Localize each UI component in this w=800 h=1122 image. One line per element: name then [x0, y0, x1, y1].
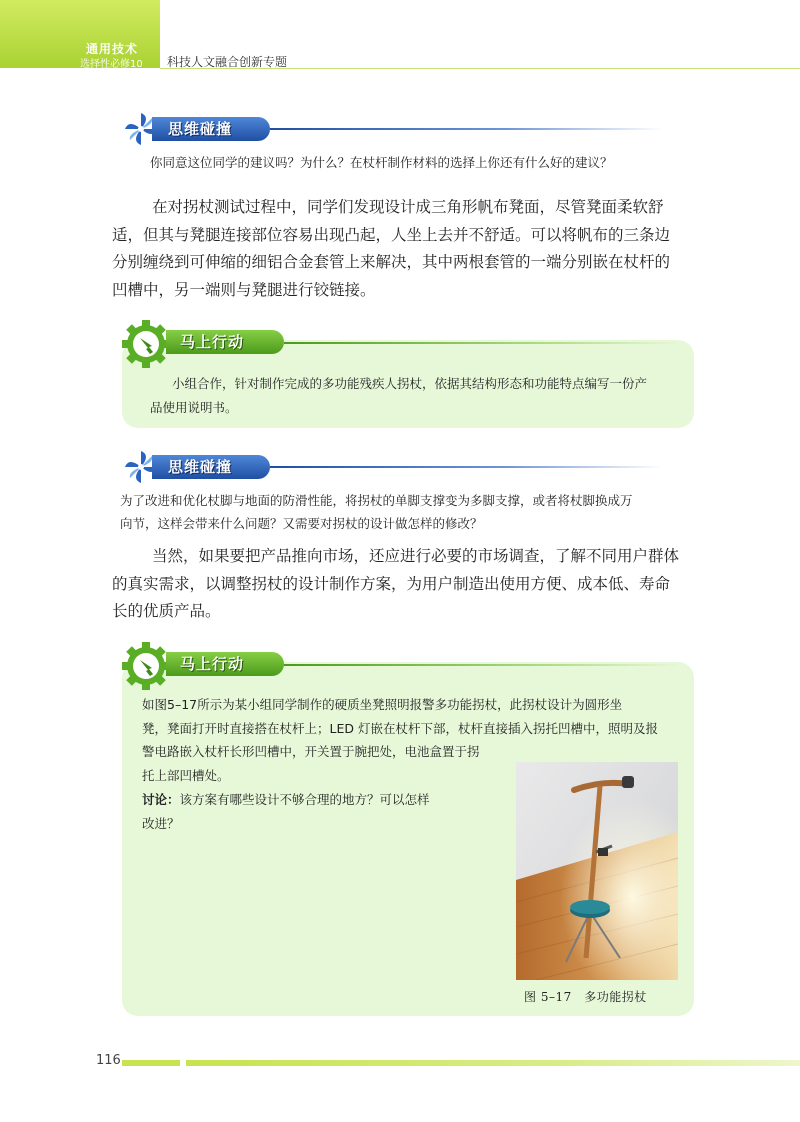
think-line-2: [270, 466, 664, 468]
discussion-block: [142, 788, 502, 835]
text-line: 适，但其与凳腿连接部位容易出现凸起，人坐上去并不舒适。可以将帆布的三条边: [112, 225, 671, 244]
book-title: 通用技术: [86, 42, 139, 56]
text-line: 为了改进和优化杖脚与地面的防滑性能，将拐杖的单脚支撑变为多脚支撑，或者将杖脚换成万: [120, 493, 633, 508]
gear-hand-icon: [120, 318, 172, 370]
text-line: 分别缠绕到可伸缩的细铝合金套管上来解决，其中两根套管的一端分别嵌在杖杆的: [112, 253, 671, 271]
think-banner-2: [124, 450, 664, 484]
think-tag-1: 思维碰撞: [152, 117, 270, 141]
book-subtitle: 选择性必修10: [80, 59, 143, 70]
text-line: 长的优质产品。: [112, 602, 221, 620]
action-tag-2: 马上行动: [166, 652, 284, 676]
text-line: 凹槽中，另一端则与凳腿进行铰链接。: [112, 280, 376, 299]
text-line: 小组合作，针对制作完成的多功能残疾人拐杖，依据其结构形态和功能特点编写一份产: [172, 376, 648, 391]
think-question-1: 你同意这位同学的建议吗？为什么？在杖杆制作材料的选择上你还有什么好的建议？: [150, 155, 613, 170]
action-text-1: [150, 372, 680, 419]
text-line: 向节，这样会带来什么问题？又需要对拐杖的设计做怎样的修改？: [120, 516, 483, 531]
page-number: 116: [96, 1053, 121, 1068]
text-line: 品使用说明书。: [150, 399, 238, 415]
text-line: 改进？: [142, 815, 180, 831]
think-line-1: [270, 128, 664, 130]
discussion-line: [142, 788, 502, 812]
header-rule: [160, 68, 800, 69]
think-banner-1: [124, 112, 664, 146]
crutch-photo: [516, 762, 678, 980]
figure-caption: 图 5–17 多功能拐杖: [524, 990, 647, 1004]
text-line: 如图5–17所示为某小组同学制作的硬质坐凳照明报警多功能拐杖，此拐杖设计为圆形坐: [142, 697, 623, 712]
text-line: 警电路嵌入杖杆长形凹槽中，开关置于腕把处，电池盒置于拐: [142, 744, 480, 759]
chapter-topic: 科技人文融合创新专题: [167, 55, 288, 69]
discussion-text: 该方案有哪些设计不够合理的地方？可以怎样: [179, 792, 430, 807]
text-line: 凳，凳面打开时直接搭在杖杆上；LED 灯嵌在杖杆下部，杖杆直接插入拐托凹槽中，照明及报: [142, 720, 658, 736]
body-paragraph-2: [112, 543, 692, 626]
text-line: 托上部凹槽处。: [142, 767, 230, 783]
text-line: 的真实需求，以调整拐杖的设计制作方案，为用户制造出使用方便、成本低、寿命: [112, 574, 671, 593]
text-line: 当然，如果要把产品推向市场，还应进行必要的市场调查，了解不同用户群体: [152, 547, 680, 565]
think-question-2: [120, 489, 700, 535]
think-tag-2: 思维碰撞: [152, 455, 270, 479]
gear-hand-icon: [120, 640, 172, 692]
action-line-1: [284, 342, 680, 344]
action-line-2: [284, 664, 680, 666]
body-paragraph-1: [112, 194, 692, 304]
text-line: 在对拐杖测试过程中，同学们发现设计成三角形帆布凳面，尽管凳面柔软舒: [152, 198, 664, 216]
discussion-label: 讨论：: [142, 792, 180, 807]
footer-bar-long: [186, 1060, 800, 1066]
action-tag-1: 马上行动: [166, 330, 284, 354]
footer-bar-short: [122, 1060, 180, 1066]
